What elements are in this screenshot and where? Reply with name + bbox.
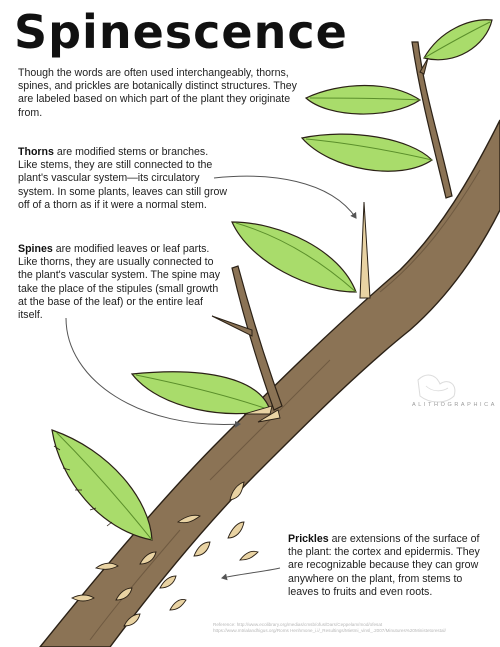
thorns-description [18,146,228,212]
leaf-lower [132,372,270,414]
leaf-top-right [424,20,492,60]
reference-line: https://www.mtrialandhigus.org/Roms Henhmone_i.i/_Resultings/Mietmi_vinsl_.2007/Minutures%20Ministetorestal/ [213,628,446,633]
references [213,622,488,634]
alithographica-logo-icon [418,375,455,402]
watermark: ALITHOGRAPHICA [412,402,497,408]
leaf-upper-thorn [306,86,420,115]
prickles-description [288,533,488,599]
prickles-text: are extensions of the surface of the plant: the cortex and epidermis. They are recognizable because they can grow anywhere on the plant, from stems to leaves to fruits and even roots. [288,533,480,598]
prickles-term: Prickles [288,533,329,545]
leaf-bottom-left [52,430,152,540]
spines-description [18,243,228,322]
thorns-term: Thorns [18,146,54,158]
spines-text: are modified leaves or leaf parts. Like thorns, they are usually connected to the plant's vascular system. The spine may take the place of the stipules (small growth at the base of the leaf) or the entire leaf itself. [18,243,221,322]
thorn-branch-top [412,42,452,198]
spine-top [360,202,370,298]
page-title: Spinescence [14,5,348,59]
reference-line: Reference: http://www.ecolibrary.org/medias/cmsb/ofus/Dars/Ceppelam/mod/ofesat [213,622,383,627]
thorns-text: are modified stems or branches. Like stems, they are still connected to the plant's vascular system—its circulatory system. In some plants, leaves can still grow off of a thorn as if it were a normal stem. [18,146,228,211]
thorns-arrow [214,176,356,218]
leaf-lower-thorn [302,134,432,171]
spines-term: Spines [18,243,53,255]
intro-text: Though the words are often used interchangeably, thorns, spines, and prickles are botanically distinct structures. They are labeled based on which part of the plant they originate from. [18,67,297,119]
leaf-middle [232,222,356,292]
prickles-arrow [222,568,280,578]
